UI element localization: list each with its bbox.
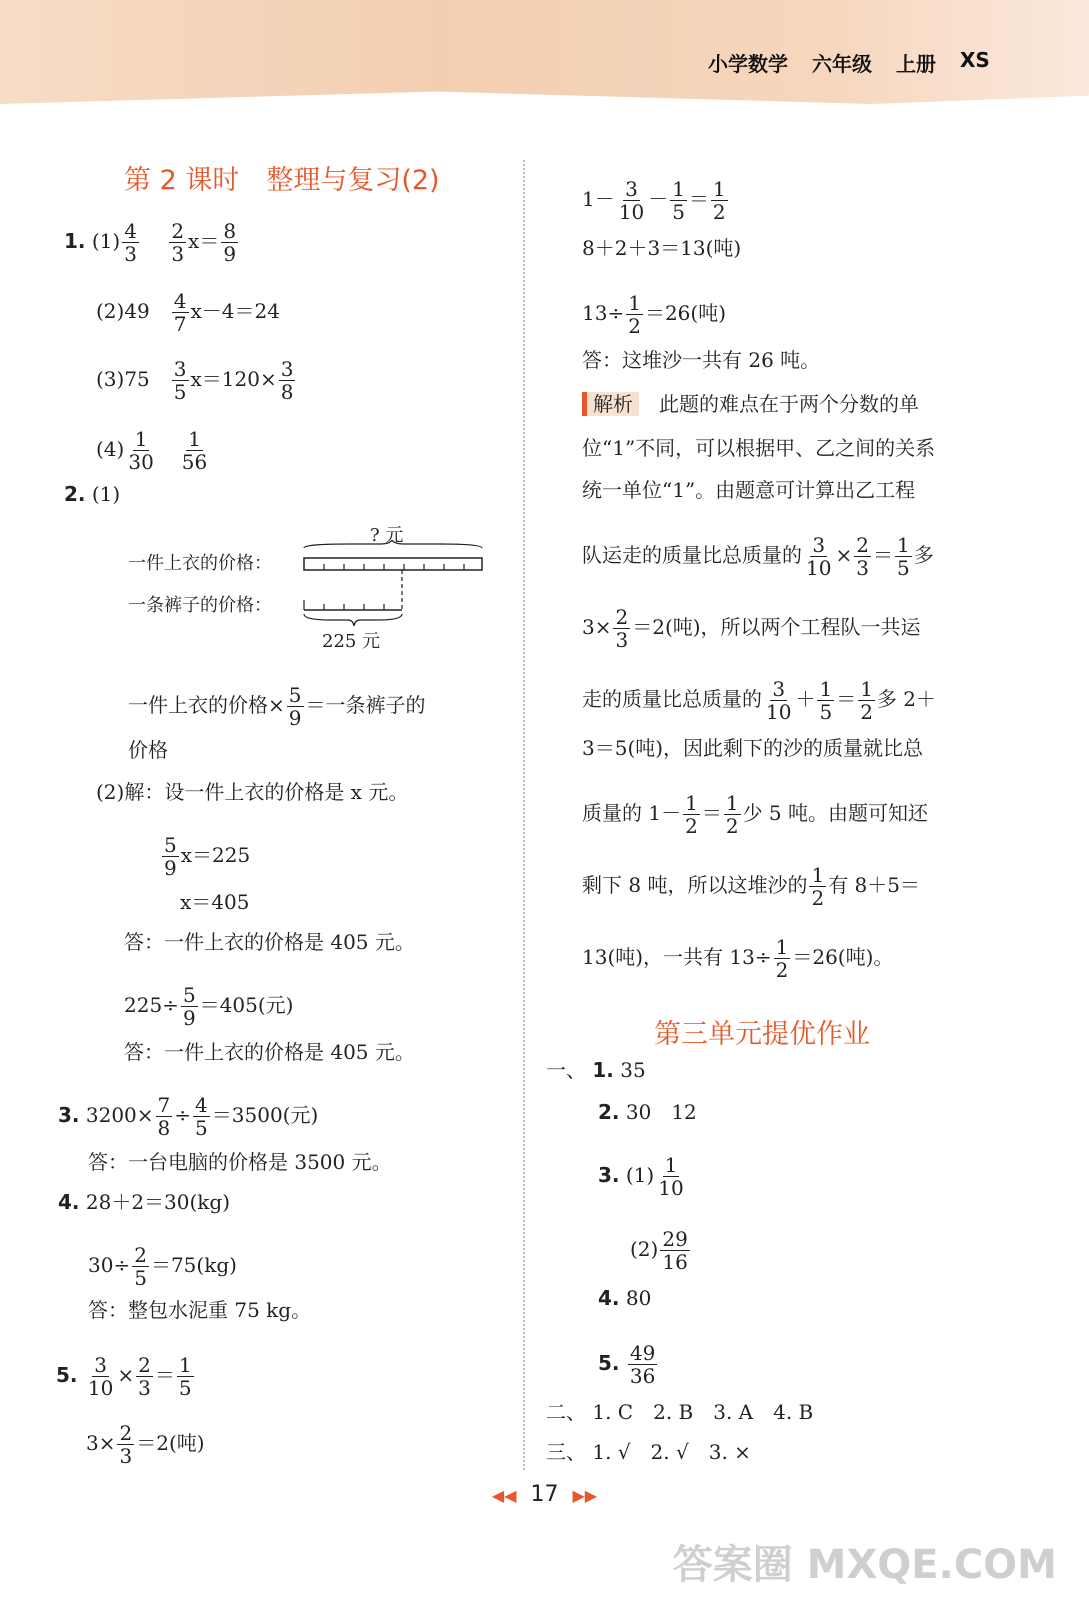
relation-line2: 价格 bbox=[128, 738, 168, 762]
page-number: 17 bbox=[530, 1482, 559, 1507]
diagram-225-label: 225 元 bbox=[322, 631, 381, 652]
ans3: 答：一台电脑的价格是 3500 元。 bbox=[88, 1150, 392, 1174]
segment-diagram bbox=[300, 540, 490, 630]
ans2b: 答：一件上衣的价格是 405 元。 bbox=[124, 1040, 415, 1064]
s1-3a: 3. (1) $\frac{1}{10}$ bbox=[598, 1153, 684, 1200]
analysis-tag: 解析 bbox=[582, 392, 639, 416]
ans4: 答：整包水泥重 75 kg。 bbox=[88, 1298, 312, 1322]
r-line1: 1－ $\frac{3}{10}$ － $\frac{1}{5}$ ＝ $\frac{1}{2}$ bbox=[582, 177, 726, 224]
alt-calc: 225÷ $\frac{5}{9}$ ＝405(元) bbox=[124, 983, 294, 1030]
eq2: x＝405 bbox=[180, 890, 250, 914]
explain-line9: 剩下 8 吨，所以这堆沙的 $\frac{1}{2}$ 有 8＋5＝ bbox=[582, 863, 920, 910]
s1-2: 2. 30 12 bbox=[598, 1100, 697, 1124]
q1-line2: (2)49 $\frac{4}{7}$ x－4＝24 bbox=[96, 289, 280, 336]
s3: 三、 1. √ 2. √ 3. × bbox=[546, 1440, 751, 1464]
explain-line5: 3× $\frac{2}{3}$ ＝2(吨)，所以两个工程队一共运 bbox=[582, 605, 921, 652]
s2: 二、 1. C 2. B 3. A 4. B bbox=[546, 1400, 814, 1424]
diagram-question: ? 元 bbox=[370, 525, 404, 546]
s1-5: 5. $\frac{49}{36}$ bbox=[598, 1341, 656, 1388]
q3: 3. 3200× $\frac{7}{8}$ ÷ $\frac{4}{5}$ ＝3500(元) bbox=[58, 1093, 319, 1140]
eq1: $\frac{5}{9}$ x＝225 bbox=[164, 833, 251, 880]
q4-calc: 30÷ $\frac{2}{5}$ ＝75(kg) bbox=[88, 1243, 237, 1290]
prev-arrows-icon: ◀◀ bbox=[491, 1486, 517, 1505]
s1-1: 一、 1. 35 bbox=[546, 1058, 646, 1082]
header-volume: 上册 bbox=[896, 52, 936, 76]
q4: 4. 28＋2＝30(kg) bbox=[58, 1190, 231, 1214]
relation-line: 一件上衣的价格× $\frac{5}{9}$ ＝一条裤子的 bbox=[128, 683, 426, 730]
header-edition: XS bbox=[960, 48, 990, 72]
q1-line4: (4) $\frac{1}{30}$ $\frac{1}{56}$ bbox=[96, 427, 208, 474]
unit-title: 第三单元提优作业 bbox=[654, 1019, 870, 1050]
r-line3: 13÷ $\frac{1}{2}$ ＝26(吨) bbox=[582, 291, 727, 338]
q2-2: (2)解：设一件上衣的价格是 x 元。 bbox=[96, 780, 409, 804]
lesson-title: 第 2 课时 整理与复习(2) bbox=[124, 165, 440, 196]
column-divider bbox=[523, 160, 525, 1470]
explain-line10: 13(吨)，一共有 13÷ $\frac{1}{2}$ ＝26(吨)。 bbox=[582, 935, 894, 982]
q2-label: 2. (1) bbox=[64, 482, 121, 506]
q1-line3: (3)75 $\frac{3}{5}$ x＝120× $\frac{3}{8}$ bbox=[96, 357, 294, 404]
diagram-shirt-label: 一件上衣的价格： bbox=[128, 553, 272, 574]
r-answer: 答：这堆沙一共有 26 吨。 bbox=[582, 348, 821, 372]
explain-line6: 走的质量比总质量的 $\frac{3}{10}$ ＋ $\frac{1}{5}$ ＝ $\frac{1}{2}$ 多 2＋ bbox=[582, 677, 937, 724]
r-line2: 8＋2＋3＝13(吨) bbox=[582, 236, 742, 260]
explain-line4: 队运走的质量比总质量的 $\frac{3}{10}$ × $\frac{2}{3}$ ＝ $\frac{1}{5}$ 多 bbox=[582, 533, 934, 580]
s1-3b: (2) $\frac{29}{16}$ bbox=[630, 1227, 688, 1274]
explain-line8: 质量的 1－ $\frac{1}{2}$ ＝ $\frac{1}{2}$ 少 5 吨。由题可知还 bbox=[582, 791, 929, 838]
header-subject: 小学数学 bbox=[708, 52, 788, 76]
next-arrows-icon: ▶▶ bbox=[572, 1486, 598, 1505]
explain-line2: 位“1”不同，可以根据甲、乙之间的关系 bbox=[582, 436, 936, 460]
watermark: 答案圈 MXQE.COM bbox=[672, 1542, 1057, 1588]
q5-calc: 3× $\frac{2}{3}$ ＝2(吨) bbox=[86, 1421, 205, 1468]
explain-line1: 解析 此题的难点在于两个分数的单 bbox=[582, 392, 919, 416]
page-footer bbox=[0, 1482, 1089, 1507]
ans2a: 答：一件上衣的价格是 405 元。 bbox=[124, 930, 415, 954]
q1-line1: 1. (1) $\frac{4}{3}$ $\frac{2}{3}$ x＝ $\frac{8}{9}$ bbox=[64, 219, 237, 266]
explain-line3: 统一单位“1”。由题意可计算出乙工程 bbox=[582, 478, 916, 502]
header-grade: 六年级 bbox=[812, 52, 872, 76]
q5: 5. $\frac{3}{10}$ × $\frac{2}{3}$ ＝ $\frac{1}{5}$ bbox=[56, 1353, 192, 1400]
s1-4: 4. 80 bbox=[598, 1286, 652, 1310]
diagram-pants-label: 一条裤子的价格： bbox=[128, 595, 272, 616]
explain-line7: 3＝5(吨)，因此剩下的沙的质量就比总 bbox=[582, 736, 924, 760]
